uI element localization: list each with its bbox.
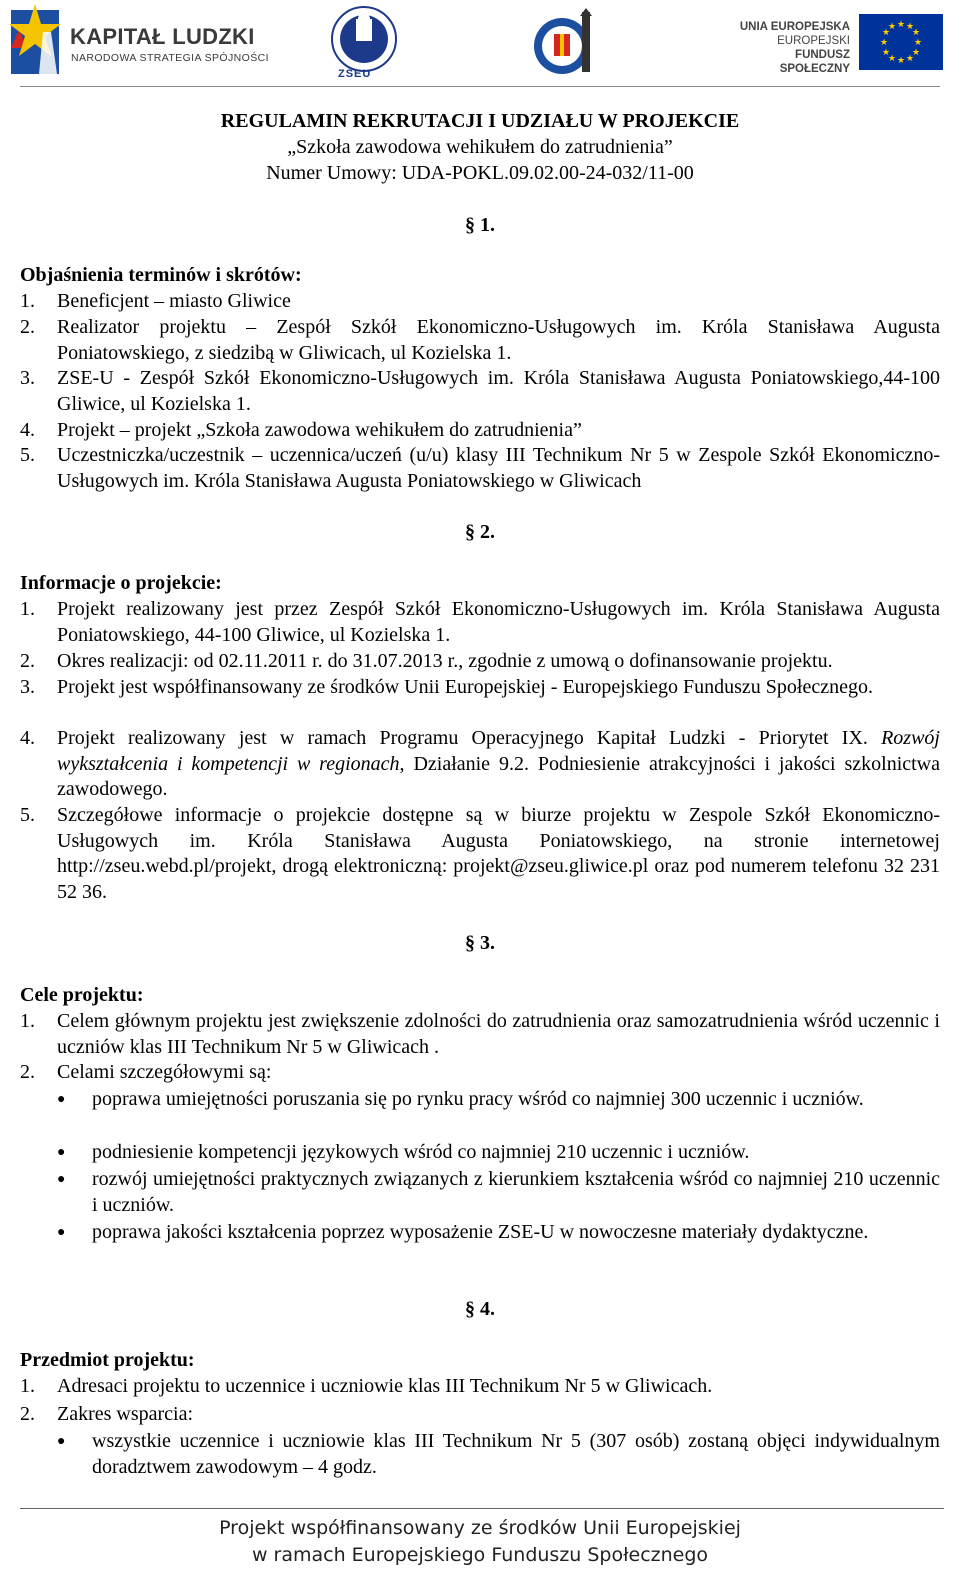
eu-text-block [730,20,850,76]
eu-line-2: EUROPEJSKI [777,35,850,47]
list-text: Celami szczegółowymi są: [57,1061,272,1083]
kl-title: KAPITAŁ LUDZKI [70,24,255,49]
svg-text:★: ★ [881,28,891,38]
bullet-icon: ● [57,1225,66,1240]
list-text-part: , Działanie 9.2. Podniesienie atrakcyjności i jakości szkolnictwa zawodowego. [57,752,941,800]
document-title: REGULAMIN REKRUTACJI I UDZIAŁU W PROJEKCIE [220,110,740,132]
footer-line-2: w ramach Europejskiego Funduszu Społecznego [251,1544,709,1566]
list-text: Zakres wsparcia: [57,1403,194,1425]
list-text: Projekt jest współfinansowany ze środków Unii Europejskiej - Europejskiego Funduszu Społecznego. [57,676,873,698]
list-number: 2. [20,1403,35,1425]
section-3-heading: Cele projektu: [20,984,144,1006]
svg-text:★: ★ [887,22,897,32]
list-number: 1. [20,1375,35,1397]
list-number: 2. [20,1061,35,1083]
list-text: Okres realizacji: od 02.11.2011 r. do 31.07.2013 r., zgodnie z umową o dofinansowanie projektu. [57,650,833,672]
header-divider [20,86,940,87]
list-text: Projekt realizowany jest przez Zespół Szkół Ekonomiczno-Usługowych im. Króla Stanisława Augusta Poniatowskiego, 44-100 Gliwice, ul Kozielska 1. [57,598,940,646]
list-text: Adresaci projektu to uczennice i uczniowie klas III Technikum Nr 5 w Gliwicach. [57,1375,713,1397]
svg-text:★: ★ [896,56,906,66]
svg-text:★: ★ [905,22,915,32]
list-number: 1. [20,598,35,620]
bullet-text: poprawa jakości kształcenia poprzez wyposażenie ZSE-U w nowoczesne materiały dydaktyczne. [92,1221,869,1243]
bullet-text: podniesienie kompetencji językowych wśród co najmniej 210 uczennic i uczniów. [92,1141,750,1163]
svg-text:★: ★ [913,38,923,48]
footer-divider [20,1508,944,1509]
svg-text:★: ★ [881,48,891,58]
bullet-text: rozwój umiejętności praktycznych związanych z kierunkiem kształcenia wśród co najmniej 210 uczennic i uczniów. [92,1168,940,1216]
section-4-heading: Przedmiot projektu: [20,1349,195,1371]
svg-text:★: ★ [887,54,897,64]
zseu-label: ZSEU [338,68,372,80]
svg-text:★: ★ [911,28,921,38]
list-text: ZSE-U - Zespół Szkół Ekonomiczno-Usługowych im. Króla Stanisława Augusta Poniatowskiego,44-100 Gliwice, ul Kozielska 1. [57,367,940,415]
list-text: Szczegółowe informacje o projekcie dostępne są w biurze projektu w Zespole Szkół Ekonomiczno-Usługowych im. Króla Stanisława Augusta Poniatowskiego, na stronie internetowej http://zseu.webd.pl/projekt, drogą elektroniczną: projekt@zseu.gliwice.pl oraz pod numerem telefonu 32 231 52 36. [57,804,940,903]
contract-number: Numer Umowy: UDA-POKL.09.02.00-24-032/11-00 [266,162,694,184]
list-number: 3. [20,676,35,698]
bullet-icon: ● [57,1434,66,1449]
list-number: 4. [20,419,35,441]
list-number: 2. [20,316,35,338]
eu-flag-icon [859,14,943,70]
svg-text:★: ★ [879,38,889,48]
svg-text:★: ★ [911,48,921,58]
page-header [0,0,960,90]
list-text: Projekt – projekt „Szkoła zawodowa wehikułem do zatrudnienia” [57,419,582,441]
list-number: 3. [20,367,35,389]
svg-text:★: ★ [905,54,915,64]
bullet-text: poprawa umiejętności poruszania się po rynku pracy wśród co najmniej 300 uczennic i uczniów. [92,1088,864,1110]
section-4-mark: § 4. [465,1298,495,1320]
list-text: Celem głównym projektu jest zwiększenie zdolności do zatrudnienia oraz samozatrudnienia wśród uczennic i uczniów klas III Technikum Nr 5 w Gliwicach . [57,1010,940,1058]
list-text: Uczestniczka/uczestnik – uczennica/uczeń (u/u) klasy III Technikum Nr 5 w Zespole Szkół Ekonomiczno-Usługowych im. Króla Stanisława Augusta Poniatowskiego w Gliwicach [57,444,940,492]
svg-text:★: ★ [896,20,906,30]
list-text-part: Projekt realizowany jest w ramach Programu Operacyjnego Kapitał Ludzki - Priorytet IX. [57,727,882,749]
list-number: 5. [20,444,35,466]
project-name: „Szkoła zawodowa wehikułem do zatrudnienia” [287,136,673,158]
list-text: Realizator projektu – Zespół Szkół Ekonomiczno-Usługowych im. Króla Stanisława Augusta Poniatowskiego, z siedzibą w Gliwicach, ul Kozielska 1. [57,316,940,364]
gliwice-city-logo-icon [530,8,598,78]
bullet-icon: ● [57,1092,66,1107]
section-3-mark: § 3. [465,932,495,954]
list-text [57,726,940,803]
bullet-icon: ● [57,1172,66,1187]
list-number: 1. [20,1010,35,1032]
section-1-heading: Objaśnienia terminów i skrótów: [20,264,302,286]
list-text-italic: Rozwój wykształcenia i kompetencji w regionach [57,727,940,775]
eu-line-3: FUNDUSZ SPOŁECZNY [779,49,850,75]
list-number: 1. [20,290,35,312]
section-2-heading: Informacje o projekcie: [20,572,222,594]
list-number: 4. [20,727,35,749]
list-number: 2. [20,650,35,672]
kl-subtitle: NARODOWA STRATEGIA SPÓJNOŚCI [71,52,269,64]
list-number: 5. [20,804,35,826]
bullet-icon: ● [57,1145,66,1160]
section-2-mark: § 2. [465,521,495,543]
footer-line-1: Projekt współfinansowany ze środków Unii Europejskiej [219,1517,741,1539]
eu-line-1: UNIA EUROPEJSKA [739,21,850,33]
section-1-mark: § 1. [465,214,495,236]
list-text: Beneficjent – miasto Gliwice [57,290,291,312]
bullet-text: wszystkie uczennice i uczniowie klas III Technikum Nr 5 (307 osób) zostaną objęci indywidualnym doradztwem zawodowym – 4 godz. [92,1430,940,1478]
